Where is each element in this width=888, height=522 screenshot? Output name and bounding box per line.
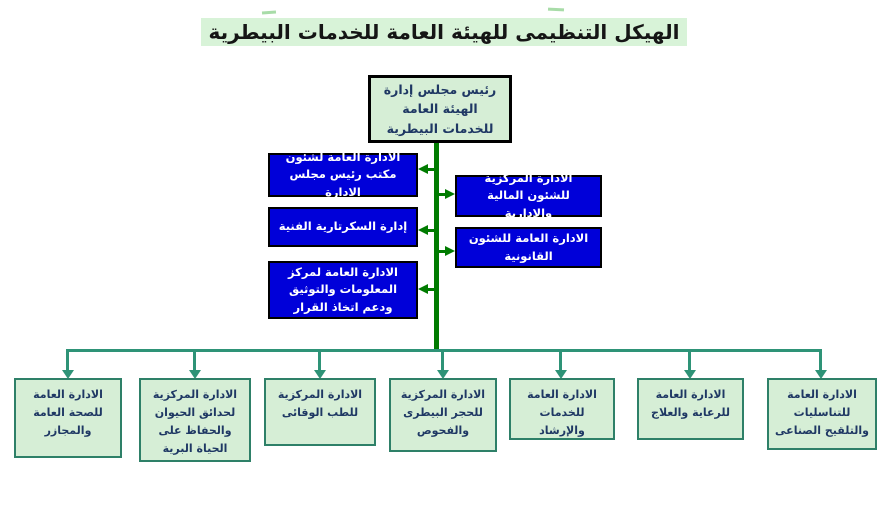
node-preventive-medicine: الادارة المركزية للطب الوقائى [264, 378, 376, 446]
node-chairman: رئيس مجلس إدارة الهيئة العامة للخدمات البيطرية [368, 75, 512, 143]
arrow-to-chairman-office [428, 168, 437, 171]
node-care-treatment: الادارة العامة للرعاية والعلاج [637, 378, 744, 440]
node-reproduction-ai: الادارة العامة للتناسليات والتلقيح الصناعى [767, 378, 877, 450]
arrow-to-secretariat [428, 229, 437, 232]
node-services-guidance: الادارة العامة للخدمات والإرشاد [509, 378, 615, 440]
page-title-text: الهيكل التنظيمى للهيئة العامة للخدمات البيطرية [201, 18, 688, 46]
arrow-to-information-center [428, 288, 437, 291]
scan-artifact [262, 11, 276, 15]
bottom-bus-connector [66, 349, 822, 352]
trunk-connector [434, 143, 439, 352]
drop-arrow-public-health [66, 352, 69, 370]
node-legal-affairs: الادارة العامة للشئون القانونية [455, 227, 602, 268]
node-financial-admin-affairs: الادارة المركزية للشئون المالية والإدارية [455, 175, 602, 217]
drop-arrow-reproduction [819, 352, 822, 370]
page-title [0, 20, 888, 44]
drop-arrow-care-treatment [688, 352, 691, 370]
node-technical-secretariat: إدارة السكرتارية الفنية [268, 207, 418, 247]
drop-arrow-services-guidance [559, 352, 562, 370]
arrow-to-legal-affairs [437, 250, 445, 253]
arrow-to-financial-affairs [437, 193, 445, 196]
node-public-health-slaughterhouses: الادارة العامة للصحة العامة والمجازر [14, 378, 122, 458]
scan-artifact [548, 8, 564, 12]
drop-arrow-quarantine [441, 352, 444, 370]
node-information-center: الادارة العامة لمركز المعلومات والتوثيق ودعم اتخاذ القرار [268, 261, 418, 319]
node-chairman-office-affairs: الادارة العامة لشئون مكتب رئيس مجلس الادارة [268, 153, 418, 197]
drop-arrow-preventive-medicine [318, 352, 321, 370]
drop-arrow-zoos-wildlife [193, 352, 196, 370]
node-veterinary-quarantine: الادارة المركزية للحجر البيطرى والفحوص [389, 378, 497, 452]
node-zoos-wildlife: الادارة المركزية لحدائق الحيوان والحفاظ على الحياة البرية [139, 378, 251, 462]
